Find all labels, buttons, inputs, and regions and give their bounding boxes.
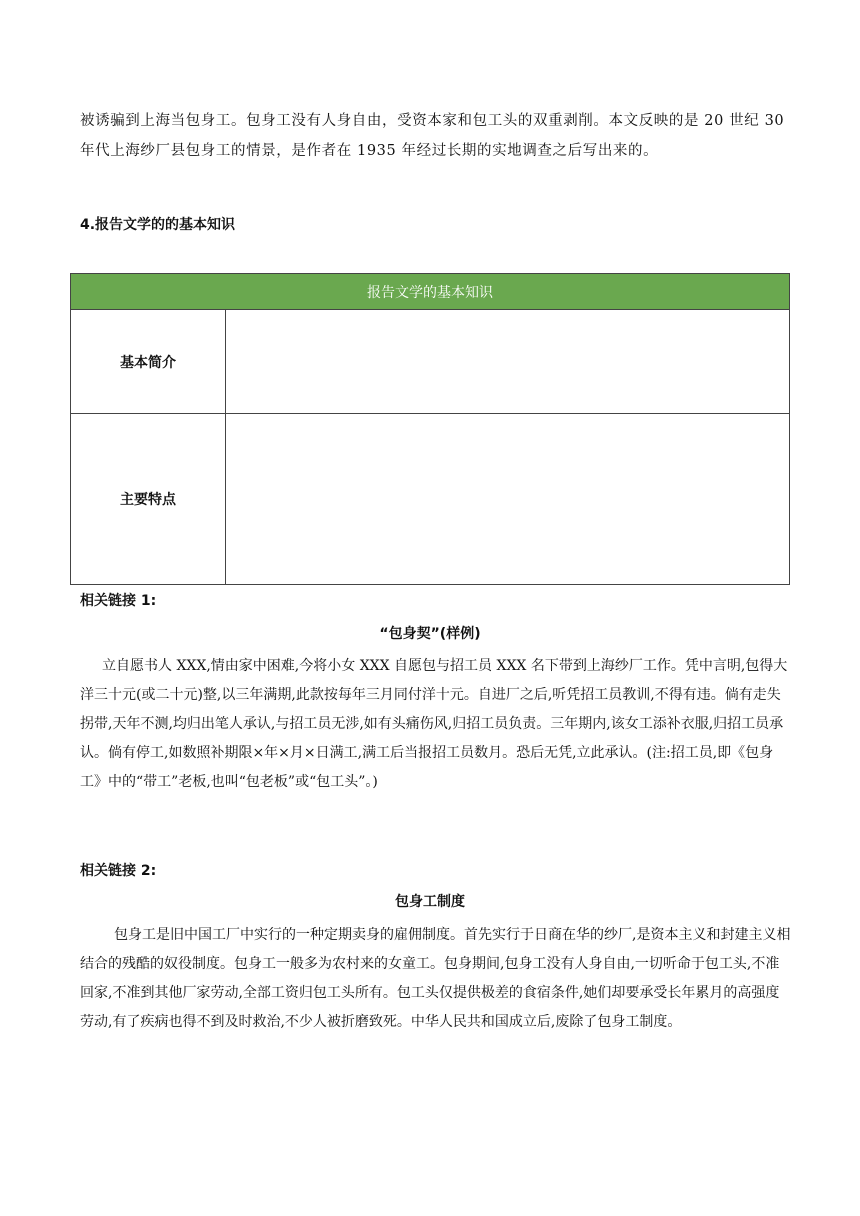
knowledge-table: [70, 273, 790, 585]
row-label-features: 主要特点: [71, 414, 226, 585]
related-link-2-heading: 相关链接 2:: [80, 863, 157, 879]
row-content-features: [226, 414, 790, 585]
intro-paragraph: 被诱骗到上海当包身工。包身工没有人身自由，受资本家和包工头的双重剥削。本文反映的是 20 世纪 30 年代上海纱厂县包身工的情景，是作者在 1935 年经过长期的实地调查之后写出来的。: [80, 113, 785, 159]
contract-paragraph: 立自愿书人 XXX,情由家中困难,今将小女 XXX 自愿包与招工员 XXX 名下带到上海纱厂工作。凭中言明,包得大洋三十元(或二十元)整,以三年满期,此款按每年三月同付洋十元。自进厂之后,听凭招工员教训,不得有违。倘有走失拐带,天年不测,均归出笔人承认,与招工员无涉,如有头痛伤风,归招工员负责。三年期内,该女工添补衣服,归招工员承认。倘有停工,如数照补期限×年×月×日满工,满工后当报招工员数月。恐后无凭,立此承认。(注:招工员,即《包身工》中的“带工”老板,也叫“包老板”或“包工头”。): [80, 658, 788, 790]
contract-title: “包身契”(样例): [379, 626, 481, 642]
related-link-1-heading: 相关链接 1:: [80, 593, 157, 609]
table-row: [71, 310, 790, 414]
table-row: [71, 414, 790, 585]
row-content-intro: [226, 310, 790, 414]
system-title: 包身工制度: [395, 894, 465, 910]
table-header: 报告文学的基本知识: [71, 274, 790, 310]
system-paragraph: 包身工是旧中国工厂中实行的一种定期卖身的雇佣制度。首先实行于日商在华的纱厂,是资本主义和封建主义相结合的残酷的奴役制度。包身工一般多为农村来的女童工。包身期间,包身工没有人身自由,一切听命于包工头,不准回家,不准到其他厂家劳动,全部工资归包工头所有。包工头仅提供极差的食宿条件,她们却要承受长年累月的高强度劳动,有了疾病也得不到及时救治,不少人被折磨致死。中华人民共和国成立后,废除了包身工制度。: [80, 927, 791, 1030]
row-label-intro: 基本简介: [71, 310, 226, 414]
section-heading: 4.报告文学的的基本知识: [80, 217, 236, 233]
